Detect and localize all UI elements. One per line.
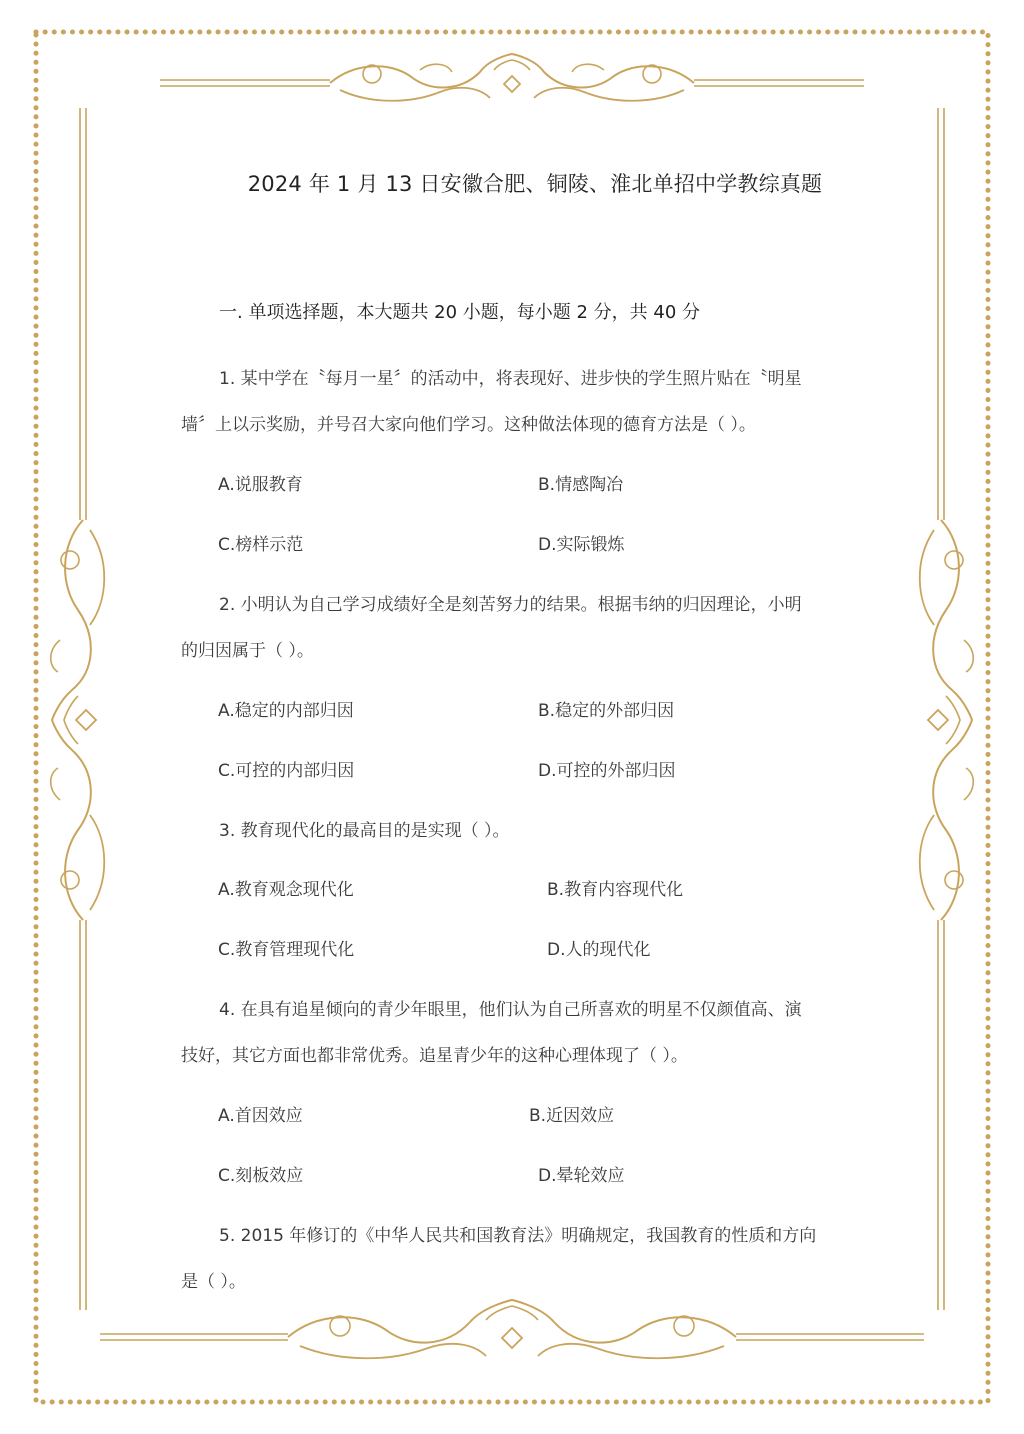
option-c[interactable]: C.榜样示范	[218, 535, 304, 555]
section-heading: 一. 单项选择题，本大题共 20 小题，每小题 2 分，共 40 分	[219, 302, 701, 323]
question-text-line: 的归因属于（ ）。	[181, 641, 314, 661]
question-text-line: 5. 2015 年修订的《中华人民共和国教育法》明确规定，我国教育的性质和方向	[219, 1226, 817, 1246]
right-flourish-ornament	[920, 108, 974, 1310]
top-flourish-ornament	[160, 54, 864, 101]
left-flourish-ornament	[51, 108, 105, 1310]
option-d[interactable]: D.人的现代化	[547, 940, 651, 960]
dotted-border	[36, 32, 988, 1402]
question-text-line: 3. 教育现代化的最高目的是实现（ ）。	[219, 821, 510, 841]
option-d[interactable]: D.可控的外部归因	[538, 761, 676, 781]
option-c[interactable]: C.教育管理现代化	[218, 940, 355, 960]
option-a[interactable]: A.稳定的内部归因	[218, 701, 354, 721]
option-a[interactable]: A.教育观念现代化	[218, 880, 354, 900]
option-c[interactable]: C.刻板效应	[218, 1166, 304, 1186]
option-a[interactable]: A.说服教育	[218, 475, 303, 495]
question-text-line: 1. 某中学在〝每月一星〞的活动中，将表现好、进步快的学生照片贴在〝明星	[219, 369, 802, 389]
question-text-line: 是（ ）。	[181, 1272, 246, 1292]
question-text-line: 2. 小明认为自己学习成绩好全是刻苦努力的结果。根据韦纳的归因理论，小明	[219, 595, 802, 615]
option-b[interactable]: B.教育内容现代化	[547, 880, 684, 900]
question-text-line: 技好，其它方面也都非常优秀。追星青少年的这种心理体现了（ ）。	[181, 1046, 688, 1066]
option-b[interactable]: B.近因效应	[529, 1106, 615, 1126]
option-d[interactable]: D.实际锻炼	[538, 535, 625, 555]
page-title: 2024 年 1 月 13 日安徽合肥、铜陵、淮北单招中学教综真题	[247, 172, 823, 196]
option-c[interactable]: C.可控的内部归因	[218, 761, 355, 781]
option-b[interactable]: B.稳定的外部归因	[538, 701, 675, 721]
question-text-line: 4. 在具有追星倾向的青少年眼里，他们认为自己所喜欢的明星不仅颜值高、演	[219, 1000, 802, 1020]
option-d[interactable]: D.晕轮效应	[538, 1166, 625, 1186]
option-b[interactable]: B.情感陶冶	[538, 475, 624, 495]
question-text-line: 墙〞上以示奖励，并号召大家向他们学习。这种做法体现的德育方法是（ ）。	[181, 415, 756, 435]
bottom-flourish-ornament	[100, 1300, 924, 1358]
option-a[interactable]: A.首因效应	[218, 1106, 303, 1126]
